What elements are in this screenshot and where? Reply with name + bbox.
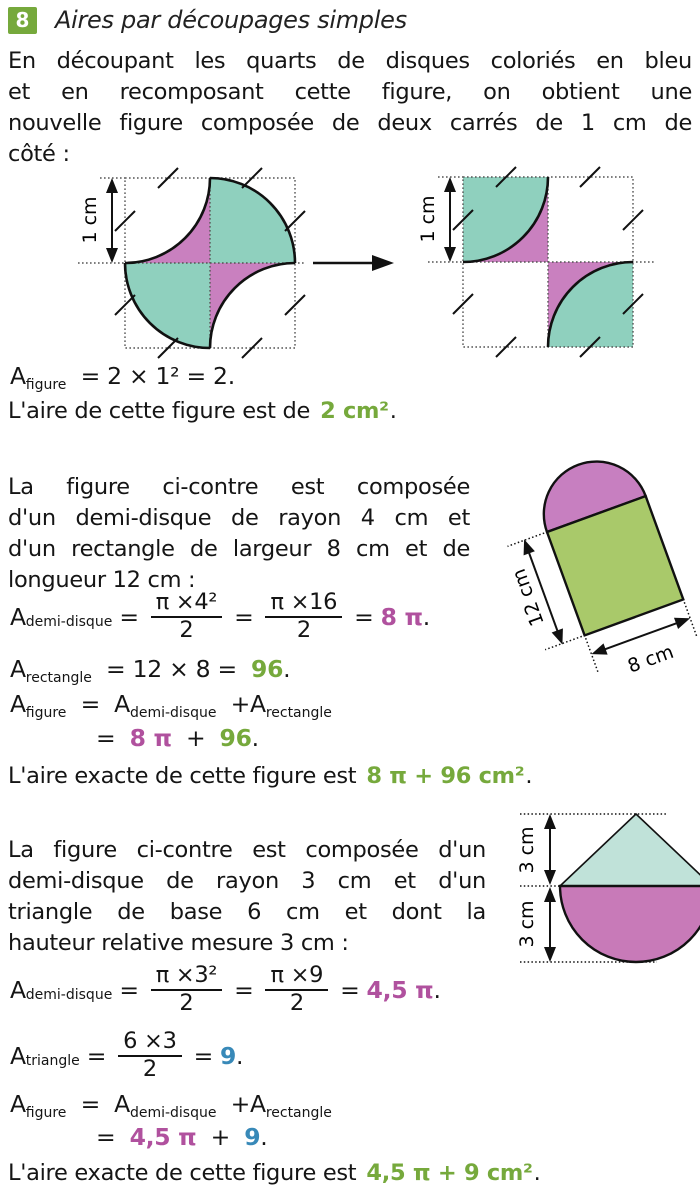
result-value: 8 π [129,724,172,752]
equation-rectangle [10,655,291,686]
math-subscript: demi-disque [25,987,113,1003]
math-symbol: A [114,690,130,718]
intro-line: nouvelle figure composée de deux carrés de 1 cm de [8,110,692,136]
section-header [8,6,407,34]
figure-quarter-disks [0,155,700,365]
result-value: 4,5 π [366,976,434,1004]
area-value: 8 π + 96 cm² [366,763,525,789]
fraction: $\frac{6 \times 3}{2}$ [118,1029,181,1083]
conclusion-text: L'aire exacte de cette figure est [8,1160,357,1186]
page-title: Aires par découpages simples [55,6,407,34]
arrowhead-right [674,613,692,629]
para-line: La figure ci-contre est composée d'un [8,837,486,863]
math-symbol: A [10,655,26,683]
plus-sign: + [210,1123,231,1151]
arrowhead-down [444,247,456,262]
math-subscript: demi-disque [129,705,217,721]
dimension-label: 8 cm [624,640,677,678]
result-value: 4,5 π [129,1123,197,1151]
math-expression: = 12 × 8 = [106,655,237,683]
result-value: 96 [219,724,252,752]
arrowhead-right [372,255,394,271]
intro-line: En découpant les quarts de disques coloriés en bleu [8,48,692,74]
plus-sign: + [230,690,251,718]
period: . [283,655,291,683]
para-line: La figure ci-contre est composée [8,474,470,500]
math-symbol: A [10,976,26,1004]
math-symbol: A [114,1090,130,1118]
equals: = [96,1123,116,1151]
plus-sign: + [185,724,206,752]
dimension-label: 12 cm [507,565,549,629]
para-line: d'un rectangle de largeur 8 cm et de [8,536,470,562]
equation-area-figure [10,362,235,393]
math-subscript: figure [25,705,67,721]
para-line: hauteur relative mesure 3 cm : [8,930,349,956]
conclusion-text: L'aire exacte de cette figure est [8,763,357,789]
math-expression: = 2 × 1² = 2. [80,362,235,390]
equals: = [340,976,360,1004]
dimension-3cm-top [516,814,556,885]
fraction: $\frac{\text{π ×3²}}{2}$ [151,963,222,1017]
equals: = [234,603,254,631]
arrowhead-down [544,947,556,962]
equation-figure-result-3 [96,1123,267,1151]
equation-triangle [10,1024,243,1088]
result-value: 8 π [380,603,423,631]
dimension-3cm-bottom [516,887,556,962]
math-symbol: A [250,690,266,718]
dimension-label: 1 cm [79,196,101,244]
fraction: $\frac{\pi \times 16}{2}$ [265,590,342,644]
arrowhead-up [106,178,118,193]
section-number-badge: 8 [8,7,37,34]
conclusion-1 [8,396,397,427]
triangle [560,814,700,886]
math-subscript: triangle [25,1053,80,1069]
math-subscript: demi-disque [25,614,113,630]
para-line: d'un demi-disque de rayon 4 cm et [8,505,470,531]
dimension-1cm-left [79,178,118,263]
math-symbol: A [250,1090,266,1118]
area-value: 4,5 π + 9 cm² [366,1160,533,1186]
dimension-1cm-right [417,177,456,262]
section3-paragraph [8,835,486,959]
figure-original-square [78,168,305,358]
math-subscript: rectangle [265,705,332,721]
intro-paragraph [8,46,692,170]
dimension-label: 1 cm [417,195,439,243]
math-symbol: A [10,603,26,631]
figure-rectangle-semicircle [488,452,700,700]
arrowhead-up [544,887,556,902]
equation-figure-result [96,724,259,752]
math-subscript: figure [25,1105,67,1121]
equation-figure-sum-3 [10,1090,332,1121]
result-value: 9 [244,1123,261,1151]
equals: = [234,976,254,1004]
math-symbol: A [10,1042,26,1070]
para-line: longueur 12 cm : [8,567,196,593]
intro-line: et en recomposant cette figure, on obtient une [8,79,692,105]
equals: = [193,1042,213,1070]
math-subscript: rectangle [25,670,92,686]
math-symbol: A [10,690,26,718]
conclusion-3 [8,1158,540,1189]
para-line: demi-disque de rayon 3 cm et d'un [8,868,486,894]
equals: = [96,724,116,752]
math-subscript: demi-disque [129,1105,217,1121]
figure-triangle-semicircle [505,798,700,976]
math-subscript: figure [25,377,67,393]
fraction: $\frac{\pi \times 9}{2}$ [265,963,328,1017]
conclusion-text: L'aire de cette figure est de [8,398,311,424]
conclusion-2 [8,761,532,792]
plus-sign: + [230,1090,251,1118]
arrowhead-up [544,814,556,829]
figure-recomposed-square [417,167,655,357]
equals: = [119,603,139,631]
equation-demi-disque [10,585,430,649]
equation-demi-disque-3 [10,958,441,1022]
equals: = [86,1042,107,1070]
section2-paragraph [8,472,470,596]
equals: = [119,976,139,1004]
semicircle [560,886,700,962]
period: . [389,398,397,424]
dimension-label: 3 cm [516,900,538,948]
math-symbol: A [10,1090,26,1118]
arrowhead-down [106,248,118,263]
result-value: 96 [251,655,284,683]
equals: = [354,603,374,631]
arrowhead-up [444,177,456,192]
period: . [433,976,441,1004]
equals: = [80,1090,100,1118]
math-symbol: A [10,362,26,390]
equation-figure-sum [10,690,332,721]
math-subscript: rectangle [265,1105,332,1121]
result-value: 9 [219,1042,237,1070]
period: . [422,603,430,631]
intro-line: côté : [8,141,70,167]
period: . [236,1042,244,1070]
period: . [525,763,533,789]
dimension-label: 3 cm [516,826,538,874]
arrowhead-down [544,870,556,885]
transform-arrow [313,255,394,271]
para-line: triangle de base 6 cm et dont la [8,899,486,925]
fraction: $\frac{\text{π ×4²}}{2}$ [151,590,222,644]
area-value: 2 cm² [320,398,389,424]
equals: = [80,690,100,718]
period: . [533,1160,541,1186]
period: . [251,724,259,752]
arrowhead-up [518,537,534,555]
period: . [260,1123,268,1151]
